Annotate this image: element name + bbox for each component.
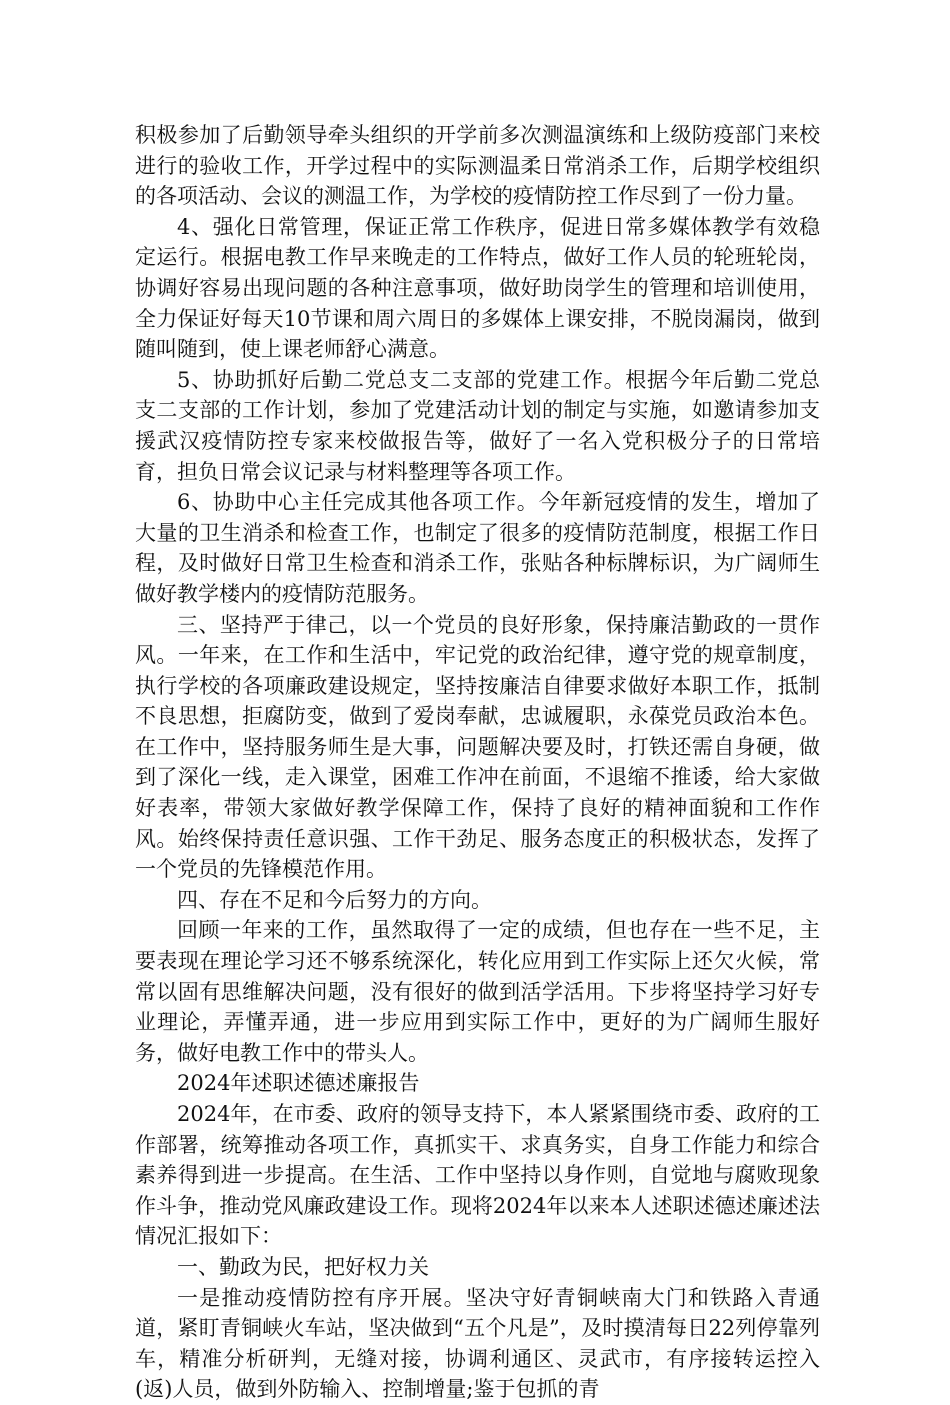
paragraph-item-6: 6、协助中心主任完成其他各项工作。今年新冠疫情的发生，增加了大量的卫生消杀和检查工作，也制定了很多的疫情防范制度，根据工作日程，及时做好日常卫生检查和消杀工作，张贴各种标牌标识，为广阔师生做好教学楼内的疫情防范服务。 [135, 490, 820, 606]
paragraph-continuation: 积极参加了后勤领导牵头组织的开学前多次测温演练和上级防疫部门来校进行的验收工作，开学过程中的实际测温柔日常消杀工作，后期学校组织的各项活动、会议的测温工作，为学校的疫情防控工作尽到了一份力量。 [135, 123, 820, 209]
paragraph-epidemic-control: 一是推动疫情防控有序开展。坚决守好青铜峡南大门和铁路入青通道，紧盯青铜峡火车站，坚决做到“五个凡是”，及时摸清每日22列停靠列车，精准分析研判，无缝对接，协调利通区、灵武市，有序接转运控入(返)人员，做到外防输入、控制增量;鉴于包抓的青 [135, 1285, 820, 1402]
paragraph-item-5: 5、协助抓好后勤二党总支二支部的党建工作。根据今年后勤二党总支二支部的工作计划，参加了党建活动计划的制定与实施，如邀请参加支援武汉疫情防控专家来校做报告等，做好了一名入党积极分子的日常培育，担负日常会议记录与材料整理等各项工作。 [135, 367, 820, 484]
document-body [135, 120, 820, 1405]
paragraph-review: 回顾一年来的工作，虽然取得了一定的成绩，但也存在一些不足，主要表现在理论学习还不够系统深化，转化应用到工作实际上还欠火候，常常以固有思维解决问题，没有很好的做到活学活用。下步将坚持学习好专业理论，弄懂弄通，进一步应用到实际工作中，更好的为广阔师生服好务，做好电教工作中的带头人。 [135, 918, 820, 1065]
paragraph-report-intro: 2024年，在市委、政府的领导支持下，本人紧紧围绕市委、政府的工作部署，统筹推动各项工作，真抓实干、求真务实，自身工作能力和综合素养得到进一步提高。在生活、工作中坚持以身作则，自觉地与腐败现象作斗争，推动党风廉政建设工作。现将2024年以来本人述职述德述廉述法情况汇报如下： [135, 1102, 820, 1249]
report-title: 2024年述职述德述廉报告 [177, 1071, 420, 1096]
paragraph-section-3: 三、坚持严于律己，以一个党员的良好形象，保持廉洁勤政的一贯作风。一年来，在工作和生活中，牢记党的政治纪律，遵守党的规章制度，执行学校的各项廉政建设规定，坚持按廉洁自律要求做好本职工作，抵制不良思想，拒腐防变，做到了爱岗奉献，忠诚履职，永葆党员政治本色。在工作中，坚持服务师生是大事，问题解决要及时，打铁还需自身硬，做到了深化一线，走入课堂，困难工作冲在前面，不退缩不推诿，给大家做好表率，带领大家做好教学保障工作，保持了良好的精神面貌和工作作风。始终保持责任意识强、工作干劲足、服务态度正的积极状态，发挥了一个党员的先锋模范作用。 [135, 612, 820, 882]
paragraph-item-4: 4、强化日常管理，保证正常工作秩序，促进日常多媒体教学有效稳定运行。根据电教工作早来晚走的工作特点，做好工作人员的轮班轮岗，协调好容易出现问题的各种注意事项，做好助岗学生的管理和培训使用，全力保证好每天10节课和周六周日的多媒体上课安排，不脱岗漏岗，做到随叫随到，使上课老师舒心满意。 [135, 214, 820, 362]
heading-section-4: 四、存在不足和今后努力的方向。 [177, 887, 492, 912]
heading-section-1: 一、勤政为民，把好权力关 [177, 1254, 429, 1279]
